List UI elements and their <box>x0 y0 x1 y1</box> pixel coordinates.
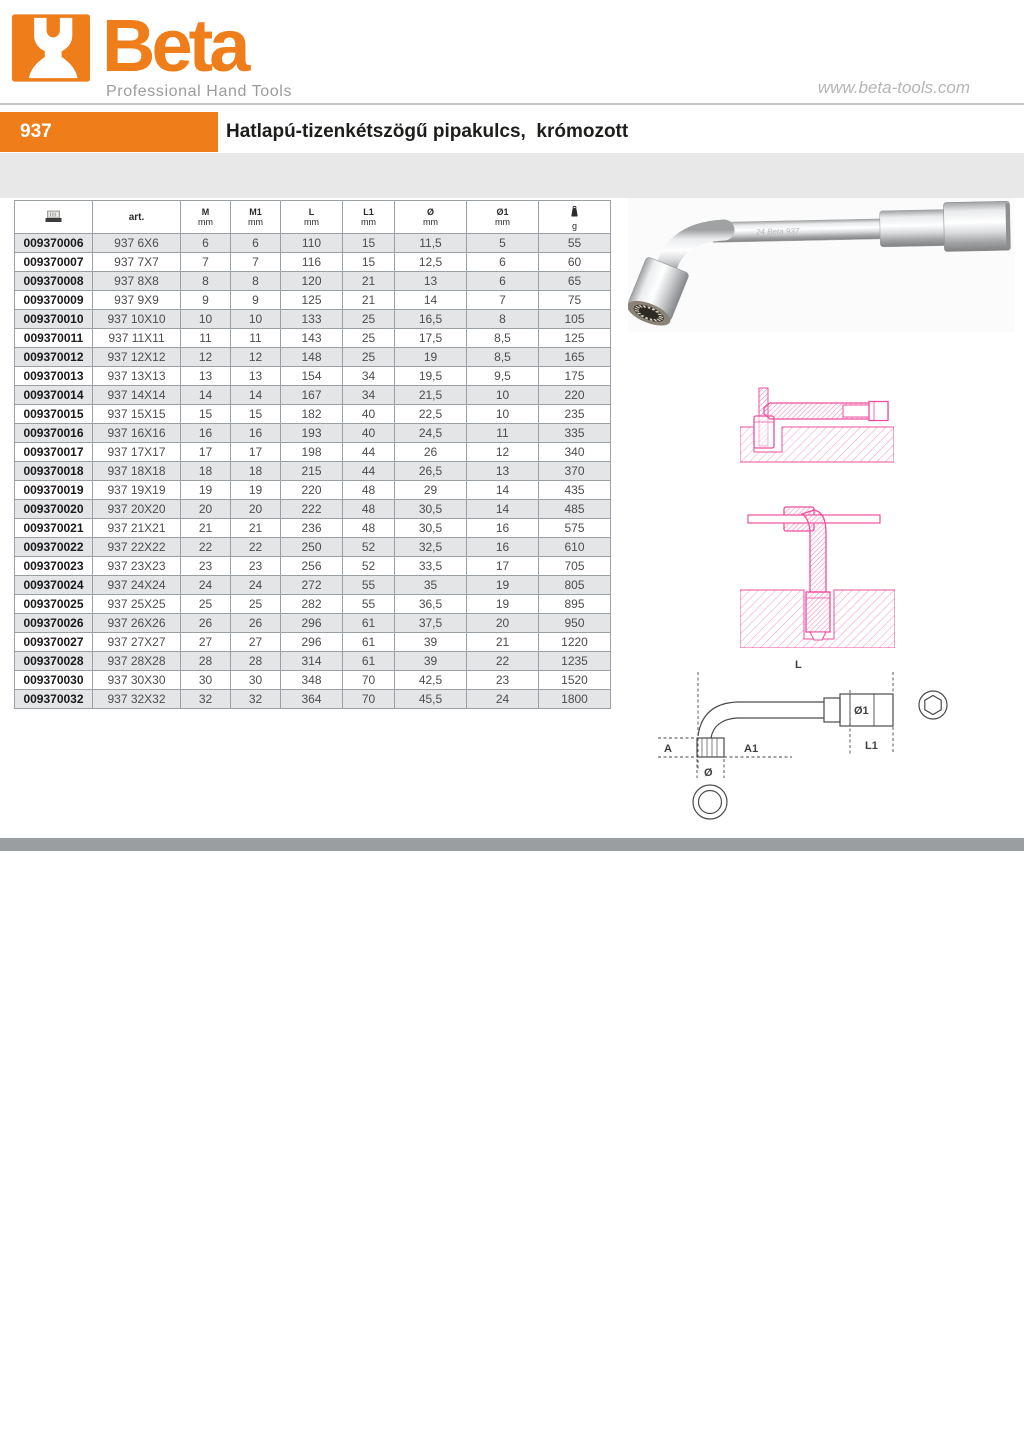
col-header-dia: Ø mm <box>395 201 467 234</box>
cell-l: 143 <box>281 329 343 348</box>
cell-dia: 19 <box>395 348 467 367</box>
cell-l: 272 <box>281 576 343 595</box>
cell-l1: 52 <box>343 557 395 576</box>
cell-l: 256 <box>281 557 343 576</box>
cell-art: 937 24X24 <box>93 576 181 595</box>
cell-dia1: 6 <box>467 272 539 291</box>
table-row <box>15 500 611 519</box>
cell-l: 125 <box>281 291 343 310</box>
table-row <box>15 690 611 709</box>
cell-m1: 6 <box>231 234 281 253</box>
cell-l1: 61 <box>343 633 395 652</box>
cell-dia: 19,5 <box>395 367 467 386</box>
cell-dia: 26,5 <box>395 462 467 481</box>
cell-dia1: 19 <box>467 576 539 595</box>
col-header-art: art. <box>93 201 181 234</box>
cell-dia: 33,5 <box>395 557 467 576</box>
cell-code: 009370032 <box>15 690 93 709</box>
cell-l1: 48 <box>343 519 395 538</box>
cell-art: 937 25X25 <box>93 595 181 614</box>
cell-dia1: 21 <box>467 633 539 652</box>
cell-weight: 55 <box>539 234 611 253</box>
cell-dia1: 5 <box>467 234 539 253</box>
section-band <box>0 153 1024 198</box>
cell-art: 937 28X28 <box>93 652 181 671</box>
cell-m: 21 <box>181 519 231 538</box>
dim-label-L1: L1 <box>865 740 878 752</box>
col-header-dia1: Ø1 mm <box>467 201 539 234</box>
cell-m: 22 <box>181 538 231 557</box>
cell-code: 009370012 <box>15 348 93 367</box>
cell-m: 27 <box>181 633 231 652</box>
cell-weight: 1235 <box>539 652 611 671</box>
col-header-weight: g <box>539 201 611 234</box>
cell-code: 009370024 <box>15 576 93 595</box>
cell-art: 937 6X6 <box>93 234 181 253</box>
cell-art: 937 27X27 <box>93 633 181 652</box>
cell-art: 937 7X7 <box>93 253 181 272</box>
cell-dia1: 12 <box>467 443 539 462</box>
cell-dia: 35 <box>395 576 467 595</box>
table-header-row <box>15 201 611 234</box>
cell-m: 30 <box>181 671 231 690</box>
cell-dia: 30,5 <box>395 519 467 538</box>
table-row <box>15 557 611 576</box>
dim-label-A: A <box>664 743 672 755</box>
cell-m: 23 <box>181 557 231 576</box>
cell-code: 009370020 <box>15 500 93 519</box>
cell-dia: 26 <box>395 443 467 462</box>
cell-dia1: 6 <box>467 253 539 272</box>
cell-m1: 9 <box>231 291 281 310</box>
cell-m: 20 <box>181 500 231 519</box>
cell-dia1: 7 <box>467 291 539 310</box>
cell-dia: 45,5 <box>395 690 467 709</box>
cell-code: 009370006 <box>15 234 93 253</box>
cell-weight: 895 <box>539 595 611 614</box>
cell-m1: 28 <box>231 652 281 671</box>
cell-l: 348 <box>281 671 343 690</box>
cell-weight: 105 <box>539 310 611 329</box>
cell-m1: 16 <box>231 424 281 443</box>
cell-weight: 1220 <box>539 633 611 652</box>
table-row <box>15 272 611 291</box>
cell-weight: 75 <box>539 291 611 310</box>
cell-m1: 22 <box>231 538 281 557</box>
col-header-m: M mm <box>181 201 231 234</box>
cell-code: 009370028 <box>15 652 93 671</box>
cell-dia1: 14 <box>467 500 539 519</box>
cell-art: 937 11X11 <box>93 329 181 348</box>
cell-dia: 39 <box>395 652 467 671</box>
table-row <box>15 367 611 386</box>
cell-art: 937 9X9 <box>93 291 181 310</box>
cell-weight: 485 <box>539 500 611 519</box>
table-row <box>15 348 611 367</box>
cell-m1: 18 <box>231 462 281 481</box>
cell-weight: 125 <box>539 329 611 348</box>
cell-dia: 42,5 <box>395 671 467 690</box>
cell-dia: 29 <box>395 481 467 500</box>
cell-m: 6 <box>181 234 231 253</box>
cell-l: 215 <box>281 462 343 481</box>
cell-l1: 21 <box>343 291 395 310</box>
table-row <box>15 519 611 538</box>
cell-code: 009370030 <box>15 671 93 690</box>
dim-label-dia: Ø <box>704 767 713 779</box>
dimension-drawing <box>652 652 1012 832</box>
cell-m1: 13 <box>231 367 281 386</box>
cell-dia1: 8 <box>467 310 539 329</box>
cell-weight: 435 <box>539 481 611 500</box>
cell-code: 009370027 <box>15 633 93 652</box>
cell-art: 937 15X15 <box>93 405 181 424</box>
table-row <box>15 614 611 633</box>
cell-dia1: 10 <box>467 405 539 424</box>
cell-dia1: 8,5 <box>467 329 539 348</box>
spec-table <box>14 200 611 709</box>
table-row <box>15 481 611 500</box>
cell-weight: 575 <box>539 519 611 538</box>
cell-m: 25 <box>181 595 231 614</box>
table-row <box>15 386 611 405</box>
cell-m1: 26 <box>231 614 281 633</box>
cell-weight: 1520 <box>539 671 611 690</box>
cell-dia1: 16 <box>467 519 539 538</box>
table-row <box>15 576 611 595</box>
cell-m1: 14 <box>231 386 281 405</box>
cell-m: 24 <box>181 576 231 595</box>
cell-dia: 11,5 <box>395 234 467 253</box>
table-row <box>15 234 611 253</box>
wrench-icon <box>12 14 90 82</box>
cell-art: 937 13X13 <box>93 367 181 386</box>
cell-l1: 40 <box>343 405 395 424</box>
cell-dia1: 22 <box>467 652 539 671</box>
product-photo <box>628 198 1014 332</box>
cell-m1: 15 <box>231 405 281 424</box>
cell-weight: 950 <box>539 614 611 633</box>
cell-weight: 65 <box>539 272 611 291</box>
cell-code: 009370009 <box>15 291 93 310</box>
cell-dia: 21,5 <box>395 386 467 405</box>
usage-drawing-horizontal <box>740 386 894 464</box>
cell-dia1: 19 <box>467 595 539 614</box>
cell-m1: 20 <box>231 500 281 519</box>
cell-art: 937 21X21 <box>93 519 181 538</box>
cell-dia1: 24 <box>467 690 539 709</box>
cell-l1: 40 <box>343 424 395 443</box>
cell-dia: 24,5 <box>395 424 467 443</box>
cell-code: 009370013 <box>15 367 93 386</box>
cell-art: 937 20X20 <box>93 500 181 519</box>
table-row <box>15 291 611 310</box>
cell-l1: 61 <box>343 652 395 671</box>
cell-l: 116 <box>281 253 343 272</box>
cell-m1: 24 <box>231 576 281 595</box>
table-row <box>15 253 611 272</box>
product-banner <box>0 112 1024 152</box>
cell-weight: 340 <box>539 443 611 462</box>
cell-dia: 22,5 <box>395 405 467 424</box>
cell-l: 282 <box>281 595 343 614</box>
cell-code: 009370022 <box>15 538 93 557</box>
cell-l: 364 <box>281 690 343 709</box>
cell-art: 937 17X17 <box>93 443 181 462</box>
cell-code: 009370007 <box>15 253 93 272</box>
website-url[interactable]: www.beta-tools.com <box>817 78 970 97</box>
cell-dia1: 9,5 <box>467 367 539 386</box>
cell-l1: 25 <box>343 348 395 367</box>
beta-logo <box>12 4 293 101</box>
cell-weight: 370 <box>539 462 611 481</box>
weight-icon <box>570 206 579 217</box>
product-code: 937 <box>0 112 218 152</box>
cell-code: 009370026 <box>15 614 93 633</box>
cell-m: 11 <box>181 329 231 348</box>
cell-dia: 30,5 <box>395 500 467 519</box>
cell-art: 937 23X23 <box>93 557 181 576</box>
cell-weight: 60 <box>539 253 611 272</box>
cell-l: 314 <box>281 652 343 671</box>
cell-m: 14 <box>181 386 231 405</box>
cell-l1: 55 <box>343 576 395 595</box>
cell-m: 7 <box>181 253 231 272</box>
cell-l: 120 <box>281 272 343 291</box>
table-row <box>15 538 611 557</box>
table-row <box>15 671 611 690</box>
cell-dia: 17,5 <box>395 329 467 348</box>
cell-dia1: 14 <box>467 481 539 500</box>
barcode-icon <box>45 210 62 223</box>
cell-l: 167 <box>281 386 343 405</box>
cell-m: 9 <box>181 291 231 310</box>
cell-l: 222 <box>281 500 343 519</box>
cell-art: 937 16X16 <box>93 424 181 443</box>
cell-code: 009370010 <box>15 310 93 329</box>
cell-dia1: 11 <box>467 424 539 443</box>
cell-dia1: 13 <box>467 462 539 481</box>
cell-l1: 25 <box>343 310 395 329</box>
table-row <box>15 329 611 348</box>
cell-art: 937 18X18 <box>93 462 181 481</box>
cell-l1: 61 <box>343 614 395 633</box>
cell-l1: 44 <box>343 443 395 462</box>
cell-dia1: 20 <box>467 614 539 633</box>
cell-l: 110 <box>281 234 343 253</box>
dim-label-A1: A1 <box>744 743 759 755</box>
cell-m1: 32 <box>231 690 281 709</box>
cell-l1: 44 <box>343 462 395 481</box>
col-header-l: L mm <box>281 201 343 234</box>
cell-dia1: 17 <box>467 557 539 576</box>
cell-l: 250 <box>281 538 343 557</box>
cell-m: 18 <box>181 462 231 481</box>
cell-l1: 52 <box>343 538 395 557</box>
cell-code: 009370019 <box>15 481 93 500</box>
table-row <box>15 652 611 671</box>
cell-l: 220 <box>281 481 343 500</box>
cell-weight: 235 <box>539 405 611 424</box>
cell-code: 009370014 <box>15 386 93 405</box>
cell-dia: 32,5 <box>395 538 467 557</box>
cell-m1: 23 <box>231 557 281 576</box>
cell-code: 009370016 <box>15 424 93 443</box>
cell-art: 937 14X14 <box>93 386 181 405</box>
cell-m1: 21 <box>231 519 281 538</box>
cell-l1: 48 <box>343 500 395 519</box>
brand-name: Beta <box>102 4 247 87</box>
cell-dia: 13 <box>395 272 467 291</box>
photo-engraving: 24 Beta 937 <box>755 226 800 237</box>
cell-m: 26 <box>181 614 231 633</box>
cell-l: 182 <box>281 405 343 424</box>
cell-m: 19 <box>181 481 231 500</box>
cell-art: 937 8X8 <box>93 272 181 291</box>
cell-m: 17 <box>181 443 231 462</box>
table-row <box>15 310 611 329</box>
table-body <box>15 234 611 709</box>
cell-code: 009370023 <box>15 557 93 576</box>
cell-weight: 1800 <box>539 690 611 709</box>
cell-l1: 15 <box>343 253 395 272</box>
table-row <box>15 633 611 652</box>
cell-m1: 25 <box>231 595 281 614</box>
cell-l: 154 <box>281 367 343 386</box>
cell-l1: 34 <box>343 386 395 405</box>
cell-l: 133 <box>281 310 343 329</box>
col-header-l1: L1 mm <box>343 201 395 234</box>
cell-l1: 34 <box>343 367 395 386</box>
cell-weight: 220 <box>539 386 611 405</box>
cell-dia1: 10 <box>467 386 539 405</box>
cell-l1: 25 <box>343 329 395 348</box>
cell-dia: 39 <box>395 633 467 652</box>
cell-l: 296 <box>281 614 343 633</box>
cell-code: 009370011 <box>15 329 93 348</box>
cell-m1: 19 <box>231 481 281 500</box>
col-header-m1: M1 mm <box>231 201 281 234</box>
product-title: Hatlapú-tizenkétszögű pipakulcs, krómozott <box>218 112 1024 152</box>
cell-m1: 8 <box>231 272 281 291</box>
table-row <box>15 595 611 614</box>
cell-art: 937 26X26 <box>93 614 181 633</box>
cell-weight: 705 <box>539 557 611 576</box>
cell-l: 236 <box>281 519 343 538</box>
cell-dia: 16,5 <box>395 310 467 329</box>
cell-dia: 36,5 <box>395 595 467 614</box>
cell-l: 193 <box>281 424 343 443</box>
cell-l1: 55 <box>343 595 395 614</box>
cell-art: 937 12X12 <box>93 348 181 367</box>
cell-m: 13 <box>181 367 231 386</box>
brand-tagline: Professional Hand Tools <box>106 82 293 100</box>
cell-art: 937 30X30 <box>93 671 181 690</box>
cell-dia: 14 <box>395 291 467 310</box>
col-header-code <box>15 201 93 234</box>
cell-m1: 10 <box>231 310 281 329</box>
cell-code: 009370018 <box>15 462 93 481</box>
cell-l1: 48 <box>343 481 395 500</box>
cell-dia: 12,5 <box>395 253 467 272</box>
cell-weight: 175 <box>539 367 611 386</box>
cell-l: 198 <box>281 443 343 462</box>
cell-l: 148 <box>281 348 343 367</box>
cell-art: 937 32X32 <box>93 690 181 709</box>
cell-m: 32 <box>181 690 231 709</box>
cell-m: 15 <box>181 405 231 424</box>
cell-l1: 15 <box>343 234 395 253</box>
cell-code: 009370008 <box>15 272 93 291</box>
dim-label-dia1: Ø1 <box>854 705 869 717</box>
cell-code: 009370025 <box>15 595 93 614</box>
cell-dia1: 8,5 <box>467 348 539 367</box>
cell-art: 937 10X10 <box>93 310 181 329</box>
cell-m1: 27 <box>231 633 281 652</box>
cell-m: 12 <box>181 348 231 367</box>
cell-m: 16 <box>181 424 231 443</box>
cell-m1: 17 <box>231 443 281 462</box>
cell-weight: 610 <box>539 538 611 557</box>
cell-m1: 12 <box>231 348 281 367</box>
table-row <box>15 424 611 443</box>
cell-dia: 37,5 <box>395 614 467 633</box>
footer-bar <box>0 838 1024 851</box>
cell-art: 937 22X22 <box>93 538 181 557</box>
cell-m: 10 <box>181 310 231 329</box>
cell-dia1: 23 <box>467 671 539 690</box>
cell-l1: 70 <box>343 690 395 709</box>
cell-art: 937 19X19 <box>93 481 181 500</box>
cell-weight: 335 <box>539 424 611 443</box>
cell-m: 8 <box>181 272 231 291</box>
table-row <box>15 443 611 462</box>
cell-weight: 165 <box>539 348 611 367</box>
cell-l1: 21 <box>343 272 395 291</box>
cell-l1: 70 <box>343 671 395 690</box>
cell-m1: 11 <box>231 329 281 348</box>
cell-code: 009370015 <box>15 405 93 424</box>
cell-code: 009370021 <box>15 519 93 538</box>
cell-dia1: 16 <box>467 538 539 557</box>
header-divider <box>0 103 1024 105</box>
cell-m1: 30 <box>231 671 281 690</box>
dim-label-L: L <box>795 659 802 671</box>
cell-m1: 7 <box>231 253 281 272</box>
cell-l: 296 <box>281 633 343 652</box>
table-row <box>15 405 611 424</box>
usage-drawing-vertical <box>740 498 895 648</box>
table-row <box>15 462 611 481</box>
cell-code: 009370017 <box>15 443 93 462</box>
cell-weight: 805 <box>539 576 611 595</box>
cell-m: 28 <box>181 652 231 671</box>
